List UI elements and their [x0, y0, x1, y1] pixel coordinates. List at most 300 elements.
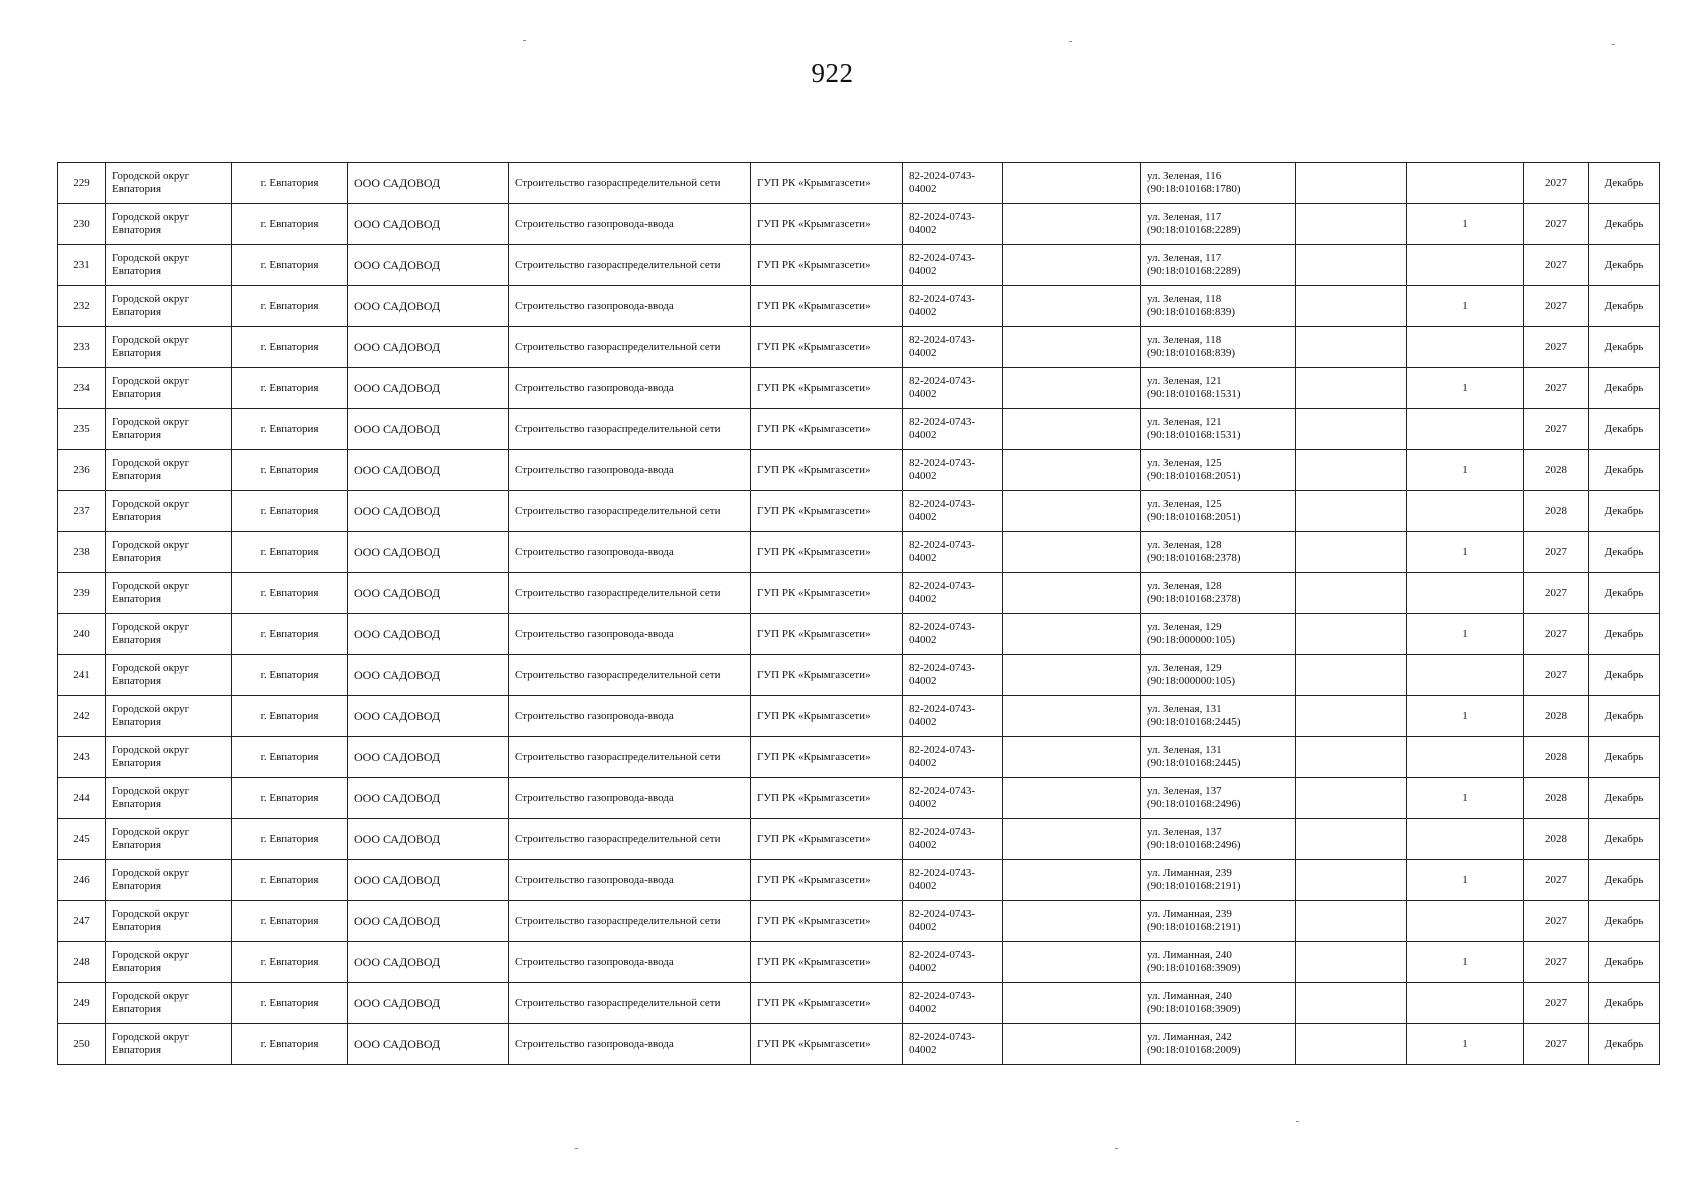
scan-speck — [523, 40, 526, 41]
cell-organization: ООО САДОВОД — [348, 655, 509, 696]
cell-month: Декабрь — [1589, 942, 1660, 983]
table-row — [58, 1024, 1660, 1065]
cell-district: Городской округ Евпатория — [106, 409, 232, 450]
cell-year: 2027 — [1524, 901, 1589, 942]
cell-empty — [1003, 983, 1141, 1024]
cell-row-number: 243 — [58, 737, 106, 778]
cell-code: 82-2024-0743-04002 — [903, 204, 1003, 245]
cell-city: г. Евпатория — [232, 450, 348, 491]
data-table — [57, 162, 1660, 1065]
cell-month: Декабрь — [1589, 327, 1660, 368]
cell-code: 82-2024-0743-04002 — [903, 737, 1003, 778]
cell-year: 2027 — [1524, 532, 1589, 573]
cell-operator: ГУП РК «Крымгазсети» — [751, 163, 903, 204]
table-row — [58, 532, 1660, 573]
table-row — [58, 819, 1660, 860]
cell-code: 82-2024-0743-04002 — [903, 942, 1003, 983]
cell-empty — [1003, 696, 1141, 737]
cell-year: 2027 — [1524, 409, 1589, 450]
cell-empty — [1003, 532, 1141, 573]
cell-city: г. Евпатория — [232, 245, 348, 286]
scan-speck — [575, 1148, 578, 1149]
cell-code: 82-2024-0743-04002 — [903, 450, 1003, 491]
cell-empty — [1003, 327, 1141, 368]
cell-organization: ООО САДОВОД — [348, 204, 509, 245]
cell-organization: ООО САДОВОД — [348, 942, 509, 983]
cell-work-type: Строительство газопровода-ввода — [509, 368, 751, 409]
cell-address: ул. Зеленая, 117 (90:18:010168:2289) — [1141, 204, 1296, 245]
cell-empty — [1003, 491, 1141, 532]
cell-empty — [1003, 409, 1141, 450]
cell-organization: ООО САДОВОД — [348, 614, 509, 655]
cell-work-type: Строительство газопровода-ввода — [509, 778, 751, 819]
cell-code: 82-2024-0743-04002 — [903, 655, 1003, 696]
cell-city: г. Евпатория — [232, 860, 348, 901]
cell-row-number: 248 — [58, 942, 106, 983]
cell-year: 2027 — [1524, 286, 1589, 327]
cell-month: Декабрь — [1589, 901, 1660, 942]
cell-empty — [1003, 286, 1141, 327]
cell-organization: ООО САДОВОД — [348, 860, 509, 901]
cell-quantity: 1 — [1407, 368, 1524, 409]
cell-quantity — [1407, 901, 1524, 942]
cell-work-type: Строительство газораспределительной сети — [509, 409, 751, 450]
cell-operator: ГУП РК «Крымгазсети» — [751, 860, 903, 901]
cell-district: Городской округ Евпатория — [106, 778, 232, 819]
cell-code: 82-2024-0743-04002 — [903, 696, 1003, 737]
cell-code: 82-2024-0743-04002 — [903, 983, 1003, 1024]
cell-row-number: 246 — [58, 860, 106, 901]
cell-month: Декабрь — [1589, 1024, 1660, 1065]
cell-empty — [1296, 204, 1407, 245]
cell-empty — [1003, 737, 1141, 778]
cell-empty — [1003, 245, 1141, 286]
cell-work-type: Строительство газопровода-ввода — [509, 450, 751, 491]
cell-empty — [1003, 778, 1141, 819]
cell-operator: ГУП РК «Крымгазсети» — [751, 409, 903, 450]
cell-address: ул. Лиманная, 240 (90:18:010168:3909) — [1141, 983, 1296, 1024]
scan-speck — [1612, 44, 1615, 45]
cell-year: 2027 — [1524, 368, 1589, 409]
cell-code: 82-2024-0743-04002 — [903, 245, 1003, 286]
cell-year: 2028 — [1524, 450, 1589, 491]
cell-work-type: Строительство газораспределительной сети — [509, 901, 751, 942]
cell-empty — [1003, 614, 1141, 655]
cell-work-type: Строительство газораспределительной сети — [509, 491, 751, 532]
cell-work-type: Строительство газораспределительной сети — [509, 245, 751, 286]
cell-quantity — [1407, 327, 1524, 368]
cell-month: Декабрь — [1589, 696, 1660, 737]
cell-empty — [1296, 737, 1407, 778]
table-row — [58, 737, 1660, 778]
cell-city: г. Евпатория — [232, 655, 348, 696]
cell-code: 82-2024-0743-04002 — [903, 901, 1003, 942]
cell-row-number: 232 — [58, 286, 106, 327]
cell-quantity: 1 — [1407, 532, 1524, 573]
cell-address: ул. Зеленая, 129 (90:18:000000:105) — [1141, 614, 1296, 655]
cell-work-type: Строительство газораспределительной сети — [509, 983, 751, 1024]
cell-code: 82-2024-0743-04002 — [903, 163, 1003, 204]
cell-organization: ООО САДОВОД — [348, 409, 509, 450]
cell-organization: ООО САДОВОД — [348, 901, 509, 942]
cell-district: Городской округ Евпатория — [106, 491, 232, 532]
cell-organization: ООО САДОВОД — [348, 532, 509, 573]
cell-year: 2027 — [1524, 983, 1589, 1024]
cell-code: 82-2024-0743-04002 — [903, 1024, 1003, 1065]
cell-district: Городской округ Евпатория — [106, 286, 232, 327]
cell-row-number: 235 — [58, 409, 106, 450]
cell-address: ул. Лиманная, 239 (90:18:010168:2191) — [1141, 901, 1296, 942]
cell-empty — [1003, 942, 1141, 983]
cell-organization: ООО САДОВОД — [348, 245, 509, 286]
cell-district: Городской округ Евпатория — [106, 327, 232, 368]
cell-work-type: Строительство газопровода-ввода — [509, 860, 751, 901]
table-row — [58, 983, 1660, 1024]
cell-row-number: 239 — [58, 573, 106, 614]
cell-month: Декабрь — [1589, 778, 1660, 819]
cell-district: Городской округ Евпатория — [106, 614, 232, 655]
table-body — [58, 163, 1660, 1065]
cell-empty — [1296, 532, 1407, 573]
cell-empty — [1296, 860, 1407, 901]
cell-empty — [1003, 368, 1141, 409]
cell-empty — [1003, 573, 1141, 614]
cell-year: 2028 — [1524, 778, 1589, 819]
cell-empty — [1296, 286, 1407, 327]
cell-year: 2027 — [1524, 942, 1589, 983]
cell-address: ул. Лиманная, 239 (90:18:010168:2191) — [1141, 860, 1296, 901]
cell-city: г. Евпатория — [232, 819, 348, 860]
cell-city: г. Евпатория — [232, 163, 348, 204]
table-row — [58, 163, 1660, 204]
table-row — [58, 450, 1660, 491]
page-number: 922 — [811, 58, 854, 88]
cell-operator: ГУП РК «Крымгазсети» — [751, 491, 903, 532]
table-row — [58, 860, 1660, 901]
cell-organization: ООО САДОВОД — [348, 983, 509, 1024]
cell-work-type: Строительство газораспределительной сети — [509, 327, 751, 368]
cell-organization: ООО САДОВОД — [348, 368, 509, 409]
cell-district: Городской округ Евпатория — [106, 655, 232, 696]
cell-empty — [1296, 942, 1407, 983]
cell-address: ул. Лиманная, 240 (90:18:010168:3909) — [1141, 942, 1296, 983]
cell-month: Декабрь — [1589, 409, 1660, 450]
cell-code: 82-2024-0743-04002 — [903, 491, 1003, 532]
cell-city: г. Евпатория — [232, 204, 348, 245]
cell-operator: ГУП РК «Крымгазсети» — [751, 450, 903, 491]
cell-address: ул. Зеленая, 128 (90:18:010168:2378) — [1141, 573, 1296, 614]
cell-organization: ООО САДОВОД — [348, 696, 509, 737]
cell-month: Декабрь — [1589, 573, 1660, 614]
cell-city: г. Евпатория — [232, 286, 348, 327]
cell-operator: ГУП РК «Крымгазсети» — [751, 778, 903, 819]
cell-work-type: Строительство газопровода-ввода — [509, 696, 751, 737]
cell-quantity: 1 — [1407, 942, 1524, 983]
cell-empty — [1003, 655, 1141, 696]
cell-empty — [1003, 901, 1141, 942]
cell-year: 2027 — [1524, 614, 1589, 655]
cell-row-number: 242 — [58, 696, 106, 737]
cell-month: Декабрь — [1589, 245, 1660, 286]
cell-month: Декабрь — [1589, 983, 1660, 1024]
cell-operator: ГУП РК «Крымгазсети» — [751, 942, 903, 983]
cell-quantity: 1 — [1407, 778, 1524, 819]
cell-address: ул. Зеленая, 116 (90:18:010168:1780) — [1141, 163, 1296, 204]
cell-district: Городской округ Евпатория — [106, 573, 232, 614]
cell-operator: ГУП РК «Крымгазсети» — [751, 819, 903, 860]
cell-row-number: 245 — [58, 819, 106, 860]
cell-empty — [1003, 204, 1141, 245]
table-row — [58, 573, 1660, 614]
cell-work-type: Строительство газопровода-ввода — [509, 1024, 751, 1065]
table-row — [58, 491, 1660, 532]
cell-quantity: 1 — [1407, 614, 1524, 655]
cell-work-type: Строительство газораспределительной сети — [509, 737, 751, 778]
cell-address: ул. Зеленая, 118 (90:18:010168:839) — [1141, 327, 1296, 368]
cell-row-number: 237 — [58, 491, 106, 532]
cell-month: Декабрь — [1589, 655, 1660, 696]
cell-quantity — [1407, 983, 1524, 1024]
cell-quantity: 1 — [1407, 450, 1524, 491]
cell-empty — [1296, 450, 1407, 491]
cell-city: г. Евпатория — [232, 327, 348, 368]
cell-row-number: 231 — [58, 245, 106, 286]
cell-work-type: Строительство газопровода-ввода — [509, 286, 751, 327]
cell-quantity — [1407, 491, 1524, 532]
cell-work-type: Строительство газораспределительной сети — [509, 655, 751, 696]
cell-district: Городской округ Евпатория — [106, 942, 232, 983]
cell-year: 2027 — [1524, 245, 1589, 286]
cell-quantity — [1407, 819, 1524, 860]
cell-address: ул. Зеленая, 118 (90:18:010168:839) — [1141, 286, 1296, 327]
cell-organization: ООО САДОВОД — [348, 450, 509, 491]
cell-operator: ГУП РК «Крымгазсети» — [751, 983, 903, 1024]
cell-quantity — [1407, 163, 1524, 204]
cell-operator: ГУП РК «Крымгазсети» — [751, 1024, 903, 1065]
cell-month: Декабрь — [1589, 860, 1660, 901]
table-row — [58, 901, 1660, 942]
cell-address: ул. Зеленая, 131 (90:18:010168:2445) — [1141, 696, 1296, 737]
table-row — [58, 614, 1660, 655]
cell-code: 82-2024-0743-04002 — [903, 368, 1003, 409]
cell-empty — [1296, 655, 1407, 696]
cell-district: Городской округ Евпатория — [106, 450, 232, 491]
cell-row-number: 233 — [58, 327, 106, 368]
cell-city: г. Евпатория — [232, 409, 348, 450]
cell-row-number: 236 — [58, 450, 106, 491]
cell-district: Городской округ Евпатория — [106, 901, 232, 942]
cell-empty — [1296, 696, 1407, 737]
cell-row-number: 250 — [58, 1024, 106, 1065]
cell-code: 82-2024-0743-04002 — [903, 573, 1003, 614]
table-row — [58, 696, 1660, 737]
cell-year: 2028 — [1524, 819, 1589, 860]
cell-operator: ГУП РК «Крымгазсети» — [751, 573, 903, 614]
cell-row-number: 229 — [58, 163, 106, 204]
cell-operator: ГУП РК «Крымгазсети» — [751, 245, 903, 286]
cell-year: 2027 — [1524, 573, 1589, 614]
cell-month: Декабрь — [1589, 204, 1660, 245]
cell-address: ул. Зеленая, 125 (90:18:010168:2051) — [1141, 450, 1296, 491]
cell-address: ул. Зеленая, 137 (90:18:010168:2496) — [1141, 819, 1296, 860]
cell-year: 2027 — [1524, 655, 1589, 696]
cell-code: 82-2024-0743-04002 — [903, 614, 1003, 655]
cell-address: ул. Зеленая, 121 (90:18:010168:1531) — [1141, 368, 1296, 409]
cell-city: г. Евпатория — [232, 1024, 348, 1065]
cell-address: ул. Зеленая, 128 (90:18:010168:2378) — [1141, 532, 1296, 573]
cell-empty — [1003, 819, 1141, 860]
cell-district: Городской округ Евпатория — [106, 819, 232, 860]
cell-operator: ГУП РК «Крымгазсети» — [751, 737, 903, 778]
cell-work-type: Строительство газопровода-ввода — [509, 204, 751, 245]
cell-code: 82-2024-0743-04002 — [903, 327, 1003, 368]
cell-operator: ГУП РК «Крымгазсети» — [751, 286, 903, 327]
cell-city: г. Евпатория — [232, 737, 348, 778]
cell-organization: ООО САДОВОД — [348, 819, 509, 860]
cell-district: Городской округ Евпатория — [106, 860, 232, 901]
table-row — [58, 368, 1660, 409]
cell-row-number: 241 — [58, 655, 106, 696]
table-row — [58, 942, 1660, 983]
cell-year: 2027 — [1524, 327, 1589, 368]
cell-year: 2027 — [1524, 163, 1589, 204]
cell-city: г. Евпатория — [232, 532, 348, 573]
cell-empty — [1296, 245, 1407, 286]
cell-empty — [1296, 368, 1407, 409]
table-row — [58, 286, 1660, 327]
cell-empty — [1296, 1024, 1407, 1065]
cell-quantity: 1 — [1407, 204, 1524, 245]
cell-month: Декабрь — [1589, 491, 1660, 532]
cell-city: г. Евпатория — [232, 573, 348, 614]
cell-year: 2027 — [1524, 1024, 1589, 1065]
cell-district: Городской округ Евпатория — [106, 163, 232, 204]
cell-month: Декабрь — [1589, 737, 1660, 778]
scan-speck — [1069, 41, 1072, 42]
cell-district: Городской округ Евпатория — [106, 1024, 232, 1065]
cell-year: 2028 — [1524, 696, 1589, 737]
cell-year: 2027 — [1524, 860, 1589, 901]
cell-quantity: 1 — [1407, 860, 1524, 901]
cell-row-number: 238 — [58, 532, 106, 573]
cell-city: г. Евпатория — [232, 778, 348, 819]
cell-code: 82-2024-0743-04002 — [903, 286, 1003, 327]
cell-address: ул. Зеленая, 121 (90:18:010168:1531) — [1141, 409, 1296, 450]
cell-empty — [1296, 409, 1407, 450]
cell-city: г. Евпатория — [232, 614, 348, 655]
cell-operator: ГУП РК «Крымгазсети» — [751, 901, 903, 942]
cell-operator: ГУП РК «Крымгазсети» — [751, 327, 903, 368]
cell-empty — [1003, 163, 1141, 204]
scan-speck — [1296, 1121, 1299, 1122]
cell-row-number: 249 — [58, 983, 106, 1024]
cell-quantity: 1 — [1407, 1024, 1524, 1065]
cell-month: Декабрь — [1589, 163, 1660, 204]
cell-organization: ООО САДОВОД — [348, 1024, 509, 1065]
cell-empty — [1003, 450, 1141, 491]
cell-operator: ГУП РК «Крымгазсети» — [751, 614, 903, 655]
cell-quantity: 1 — [1407, 286, 1524, 327]
table-row — [58, 778, 1660, 819]
cell-empty — [1296, 819, 1407, 860]
table-row — [58, 245, 1660, 286]
cell-month: Декабрь — [1589, 450, 1660, 491]
cell-quantity — [1407, 245, 1524, 286]
cell-city: г. Евпатория — [232, 368, 348, 409]
cell-work-type: Строительство газопровода-ввода — [509, 532, 751, 573]
cell-operator: ГУП РК «Крымгазсети» — [751, 655, 903, 696]
cell-work-type: Строительство газопровода-ввода — [509, 614, 751, 655]
cell-city: г. Евпатория — [232, 901, 348, 942]
cell-quantity — [1407, 655, 1524, 696]
cell-empty — [1296, 614, 1407, 655]
cell-address: ул. Лиманная, 242 (90:18:010168:2009) — [1141, 1024, 1296, 1065]
table-row — [58, 204, 1660, 245]
cell-address: ул. Зеленая, 117 (90:18:010168:2289) — [1141, 245, 1296, 286]
cell-district: Городской округ Евпатория — [106, 368, 232, 409]
cell-year: 2028 — [1524, 491, 1589, 532]
cell-code: 82-2024-0743-04002 — [903, 860, 1003, 901]
cell-organization: ООО САДОВОД — [348, 491, 509, 532]
cell-city: г. Евпатория — [232, 942, 348, 983]
cell-row-number: 247 — [58, 901, 106, 942]
cell-empty — [1296, 163, 1407, 204]
cell-month: Декабрь — [1589, 286, 1660, 327]
cell-address: ул. Зеленая, 125 (90:18:010168:2051) — [1141, 491, 1296, 532]
cell-row-number: 230 — [58, 204, 106, 245]
cell-organization: ООО САДОВОД — [348, 737, 509, 778]
cell-empty — [1296, 491, 1407, 532]
table-row — [58, 655, 1660, 696]
cell-empty — [1296, 983, 1407, 1024]
cell-quantity — [1407, 573, 1524, 614]
cell-month: Декабрь — [1589, 532, 1660, 573]
cell-district: Городской округ Евпатория — [106, 245, 232, 286]
scan-speck — [1115, 1148, 1118, 1149]
cell-district: Городской округ Евпатория — [106, 532, 232, 573]
cell-year: 2027 — [1524, 204, 1589, 245]
cell-operator: ГУП РК «Крымгазсети» — [751, 532, 903, 573]
cell-district: Городской округ Евпатория — [106, 737, 232, 778]
cell-code: 82-2024-0743-04002 — [903, 778, 1003, 819]
cell-empty — [1003, 860, 1141, 901]
cell-month: Декабрь — [1589, 368, 1660, 409]
cell-organization: ООО САДОВОД — [348, 778, 509, 819]
table-row — [58, 327, 1660, 368]
cell-empty — [1296, 327, 1407, 368]
cell-address: ул. Зеленая, 137 (90:18:010168:2496) — [1141, 778, 1296, 819]
cell-work-type: Строительство газораспределительной сети — [509, 573, 751, 614]
cell-address: ул. Зеленая, 129 (90:18:000000:105) — [1141, 655, 1296, 696]
cell-year: 2028 — [1524, 737, 1589, 778]
cell-city: г. Евпатория — [232, 696, 348, 737]
cell-row-number: 240 — [58, 614, 106, 655]
cell-row-number: 234 — [58, 368, 106, 409]
cell-code: 82-2024-0743-04002 — [903, 819, 1003, 860]
cell-code: 82-2024-0743-04002 — [903, 409, 1003, 450]
cell-organization: ООО САДОВОД — [348, 286, 509, 327]
cell-address: ул. Зеленая, 131 (90:18:010168:2445) — [1141, 737, 1296, 778]
cell-district: Городской округ Евпатория — [106, 696, 232, 737]
cell-quantity — [1407, 737, 1524, 778]
cell-empty — [1296, 901, 1407, 942]
cell-code: 82-2024-0743-04002 — [903, 532, 1003, 573]
cell-quantity: 1 — [1407, 696, 1524, 737]
cell-operator: ГУП РК «Крымгазсети» — [751, 204, 903, 245]
cell-work-type: Строительство газораспределительной сети — [509, 163, 751, 204]
cell-row-number: 244 — [58, 778, 106, 819]
cell-month: Декабрь — [1589, 819, 1660, 860]
